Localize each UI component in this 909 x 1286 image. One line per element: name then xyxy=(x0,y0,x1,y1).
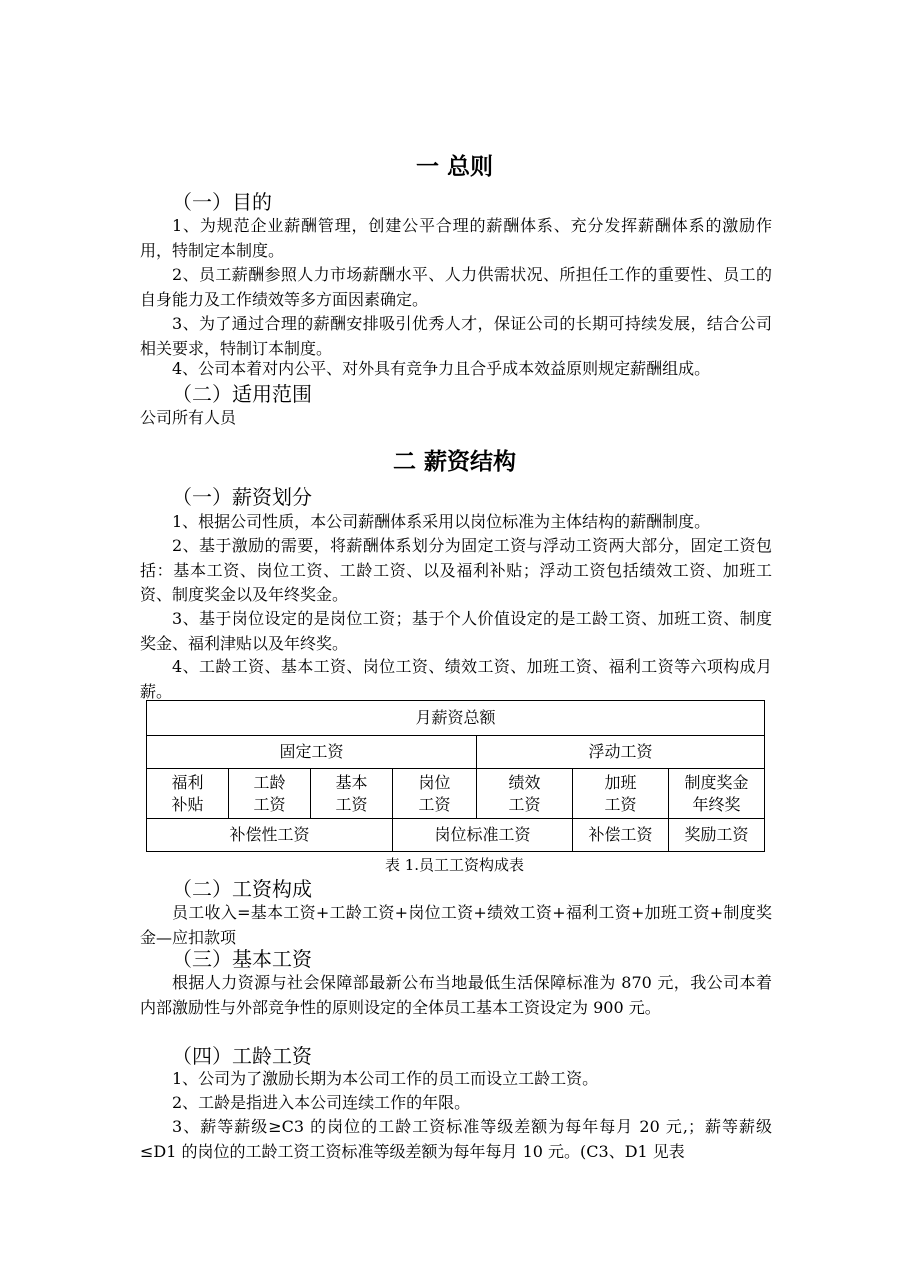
table-category-cell: 补偿工资 xyxy=(573,819,669,852)
seniority-paragraph-1: 1、公司为了激励长期为本公司工作的员工而设立工龄工资。 xyxy=(172,1069,599,1088)
division-paragraph-2: 2、基于激励的需要，将薪酬体系划分为固定工资与浮动工资两大部分，固定工资包括：基本工资、岗位工资、工龄工资、以及福利补贴；浮动工资包括绩效工资、加班工资、制度奖金以及年终奖金。 xyxy=(140,536,772,604)
table-category-cell: 奖励工资 xyxy=(669,819,765,852)
section-basic-salary-title: （三）基本工资 xyxy=(172,947,312,971)
division-paragraph-3: 3、基于岗位设定的是岗位工资；基于个人价值设定的是工龄工资、加班工资、制度奖金、福利津贴以及年终奖。 xyxy=(140,609,772,653)
seniority-paragraph-2: 2、工龄是指进入本公司连续工作的年限。 xyxy=(172,1093,471,1112)
section-purpose-title: （一）目的 xyxy=(172,190,272,214)
table-fixed-salary-cell: 固定工资 xyxy=(147,736,477,769)
division-paragraph-1: 1、根据公司性质，本公司薪酬体系采用以岗位标准为主体结构的薪酬制度。 xyxy=(172,512,711,531)
seniority-paragraph-3: 3、薪等薪级≥C3 的岗位的工龄工资标准等级差额为每年每月 20 元,；薪等薪级 ≤D1 的岗位的工龄工资工资标准等级差额为每年每月 10 元。(C3、D1 见表 xyxy=(140,1117,772,1161)
basic-salary-paragraph: 根据人力资源与社会保障部最新公布当地最低生活保障标准为 870 元，我公司本着内部激励性与外部竞争性的原则设定的全体员工基本工资设定为 900 元。 xyxy=(140,973,772,1017)
division-paragraph-4: 4、工龄工资、基本工资、岗位工资、绩效工资、加班工资、福利工资等六项构成月薪。 xyxy=(140,657,772,701)
table-item-cell: 福利 补贴 xyxy=(147,769,229,819)
table-item-cell: 岗位 工资 xyxy=(393,769,477,819)
table-category-cell: 补偿性工资 xyxy=(147,819,393,852)
purpose-paragraph-3: 3、为了通过合理的薪酬安排吸引优秀人才，保证公司的长期可持续发展，结合公司相关要求，特制订本制度。 xyxy=(140,314,772,358)
composition-paragraph: 员工收入=基本工资+工龄工资+岗位工资+绩效工资+福利工资+加班工资+制度奖金—应扣款项 xyxy=(140,903,772,947)
chapter-1-title: 一 总则 xyxy=(415,154,493,180)
table-item-cell: 工龄 工资 xyxy=(229,769,311,819)
purpose-paragraph-4: 4、公司本着对内公平、对外具有竞争力且合乎成本效益原则规定薪酬组成。 xyxy=(172,359,711,378)
table-item-cell: 制度奖金 年终奖 xyxy=(669,769,765,819)
table-total-cell: 月薪资总额 xyxy=(147,701,765,736)
section-salary-composition-title: （二）工资构成 xyxy=(172,877,312,901)
table-floating-salary-cell: 浮动工资 xyxy=(477,736,765,769)
section-seniority-salary-title: （四）工龄工资 xyxy=(172,1044,312,1068)
table-item-cell: 绩效 工资 xyxy=(477,769,573,819)
table-caption: 表 1.员工工资构成表 xyxy=(384,856,525,874)
purpose-paragraph-2: 2、员工薪酬参照人力市场薪酬水平、人力供需状况、所担任工作的重要性、员工的自身能力及工作绩效等多方面因素确定。 xyxy=(140,265,772,309)
section-salary-division-title: （一）薪资划分 xyxy=(172,485,312,509)
salary-structure-table xyxy=(146,700,765,852)
scope-text: 公司所有人员 xyxy=(140,408,237,427)
section-scope-title: （二）适用范围 xyxy=(172,382,312,406)
table-category-cell: 岗位标准工资 xyxy=(393,819,573,852)
purpose-paragraph-1: 1、为规范企业薪酬管理，创建公平合理的薪酬体系、充分发挥薪酬体系的激励作用，特制定本制度。 xyxy=(140,216,772,260)
chapter-2-title: 二 薪资结构 xyxy=(392,449,516,475)
table-item-cell: 基本 工资 xyxy=(311,769,393,819)
table-item-cell: 加班 工资 xyxy=(573,769,669,819)
